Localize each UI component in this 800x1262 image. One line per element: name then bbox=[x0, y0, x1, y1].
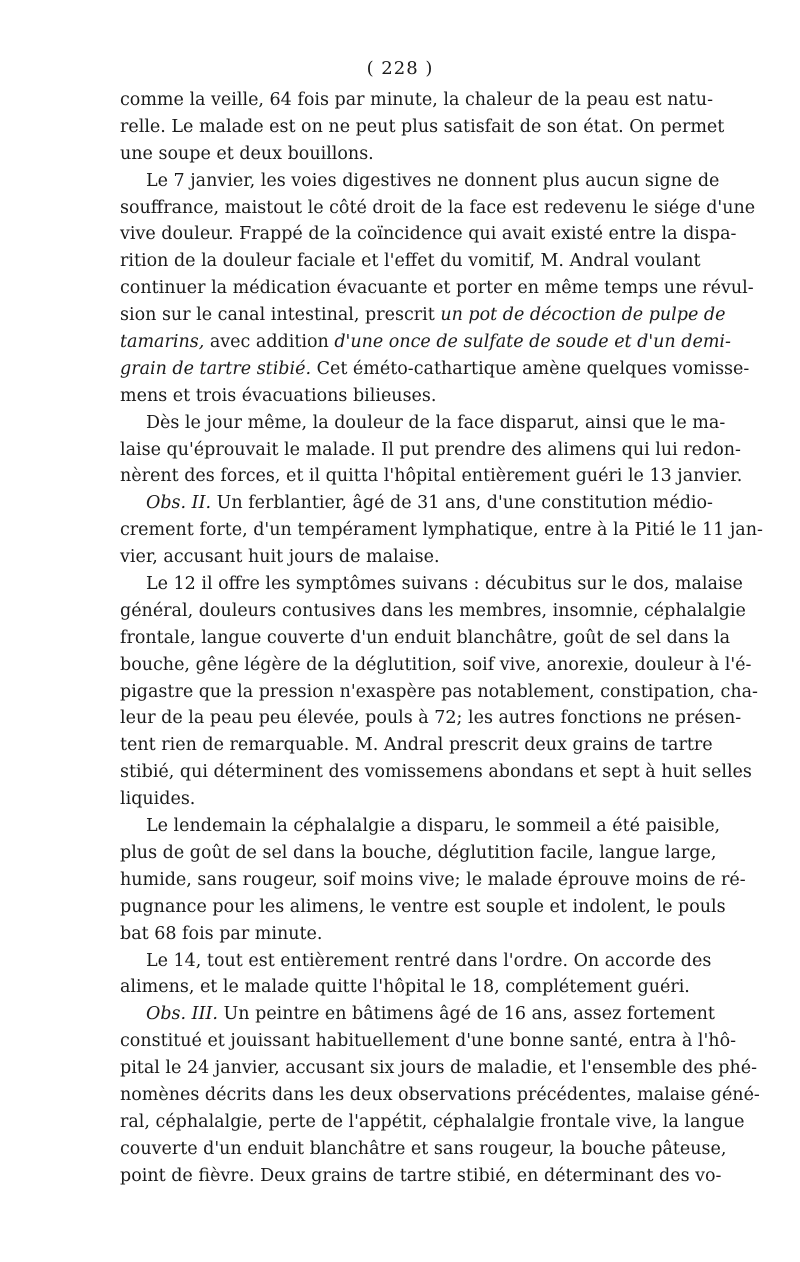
text-line: Obs. II. Un ferblantier, âgé de 31 ans, d'une constitution médio- bbox=[146, 493, 713, 514]
text-line: nèrent des forces, et il quitta l'hôpital entièrement guéri le 13 janvier. bbox=[120, 466, 743, 487]
text-line: bat 68 fois par minute. bbox=[120, 923, 323, 944]
text-line: souffrance, maistout le côté droit de la face est redevenu le siége d'une bbox=[120, 197, 756, 218]
text-line: comme la veille, 64 fois par minute, la chaleur de la peau est natu- bbox=[120, 90, 713, 110]
text-line: relle. Le malade est on ne peut plus satisfait de son état. On permet bbox=[120, 116, 725, 137]
text-line: point de fièvre. Deux grains de tartre stibié, en déterminant des vo- bbox=[120, 1165, 722, 1186]
text-line: crement forte, d'un tempérament lymphatique, entre à la Pitié le 11 jan- bbox=[120, 520, 763, 541]
text-line: grain de tartre stibié. Cet éméto-cathartique amène quelques vomisse- bbox=[120, 358, 750, 379]
text-line: Le 14, tout est entièrement rentré dans l'ordre. On accorde des bbox=[146, 950, 712, 971]
text-line: humide, sans rougeur, soif moins vive; le malade éprouve moins de ré- bbox=[120, 869, 746, 890]
text-line: vive douleur. Frappé de la coïncidence qui avait existé entre la dispa- bbox=[120, 224, 737, 245]
page-number: ( 228 ) bbox=[366, 58, 434, 79]
body-text bbox=[120, 87, 763, 1190]
text-line: couverte d'un enduit blanchâtre et sans rougeur, la bouche pâteuse, bbox=[120, 1138, 727, 1159]
text-line: tent rien de remarquable. M. Andral prescrit deux grains de tartre bbox=[120, 735, 713, 756]
text-line: Le 12 il offre les symptômes suivans : décubitus sur le dos, malaise bbox=[146, 574, 743, 595]
text-line: pigastre que la pression n'exaspère pas notablement, constipation, cha- bbox=[120, 681, 758, 702]
text-line: liquides. bbox=[120, 789, 196, 810]
text-line: Le lendemain la céphalalgie a disparu, le sommeil a été paisible, bbox=[146, 816, 721, 837]
text-line: général, douleurs contusives dans les membres, insomnie, céphalalgie bbox=[120, 600, 746, 621]
text-line: Le 7 janvier, les voies digestives ne donnent plus aucun signe de bbox=[146, 170, 720, 191]
text-line: une soupe et deux bouillons. bbox=[120, 143, 374, 164]
text-line: vier, accusant huit jours de malaise. bbox=[120, 547, 440, 568]
text-line: alimens, et le malade quitte l'hôpital le 18, complétement guéri. bbox=[120, 977, 690, 998]
text-line: Dès le jour même, la douleur de la face disparut, ainsi que le ma- bbox=[146, 412, 726, 433]
text-line: pugnance pour les alimens, le ventre est souple et indolent, le pouls bbox=[120, 896, 726, 917]
text-line: Obs. III. Un peintre en bâtimens âgé de 16 ans, assez fortement bbox=[146, 1004, 715, 1025]
text-line: plus de goût de sel dans la bouche, déglutition facile, langue large, bbox=[120, 842, 717, 863]
text-line: laise qu'éprouvait le malade. Il put prendre des alimens qui lui redon- bbox=[120, 439, 741, 460]
text-line: continuer la médication évacuante et porter en même temps une révul- bbox=[120, 278, 754, 299]
text-line: tamarins, avec addition d'une once de sulfate de soude et d'un demi- bbox=[120, 332, 731, 353]
text-line: frontale, langue couverte d'un enduit blanchâtre, goût de sel dans la bbox=[120, 627, 731, 648]
text-line: nomènes décrits dans les deux observations précédentes, malaise géné- bbox=[120, 1084, 760, 1105]
text-line: bouche, gêne légère de la déglutition, soif vive, anorexie, douleur à l'é- bbox=[120, 654, 752, 675]
text-line: sion sur le canal intestinal, prescrit un pot de décoction de pulpe de bbox=[120, 305, 726, 326]
text-line: rition de la douleur faciale et l'effet du vomitif, M. Andral voulant bbox=[120, 251, 701, 272]
text-line: ral, céphalalgie, perte de l'appétit, céphalalgie frontale vive, la langue bbox=[120, 1111, 745, 1132]
text-line: pital le 24 janvier, accusant six jours de maladie, et l'ensemble des phé- bbox=[120, 1058, 757, 1079]
text-line: mens et trois évacuations bilieuses. bbox=[120, 385, 437, 406]
text-line: constitué et jouissant habituellement d'une bonne santé, entra à l'hô- bbox=[120, 1031, 737, 1052]
text-line: stibié, qui déterminent des vomissemens abondans et sept à huit selles bbox=[120, 762, 752, 783]
text-line: leur de la peau peu élevée, pouls à 72; les autres fonctions ne présen- bbox=[120, 708, 742, 729]
